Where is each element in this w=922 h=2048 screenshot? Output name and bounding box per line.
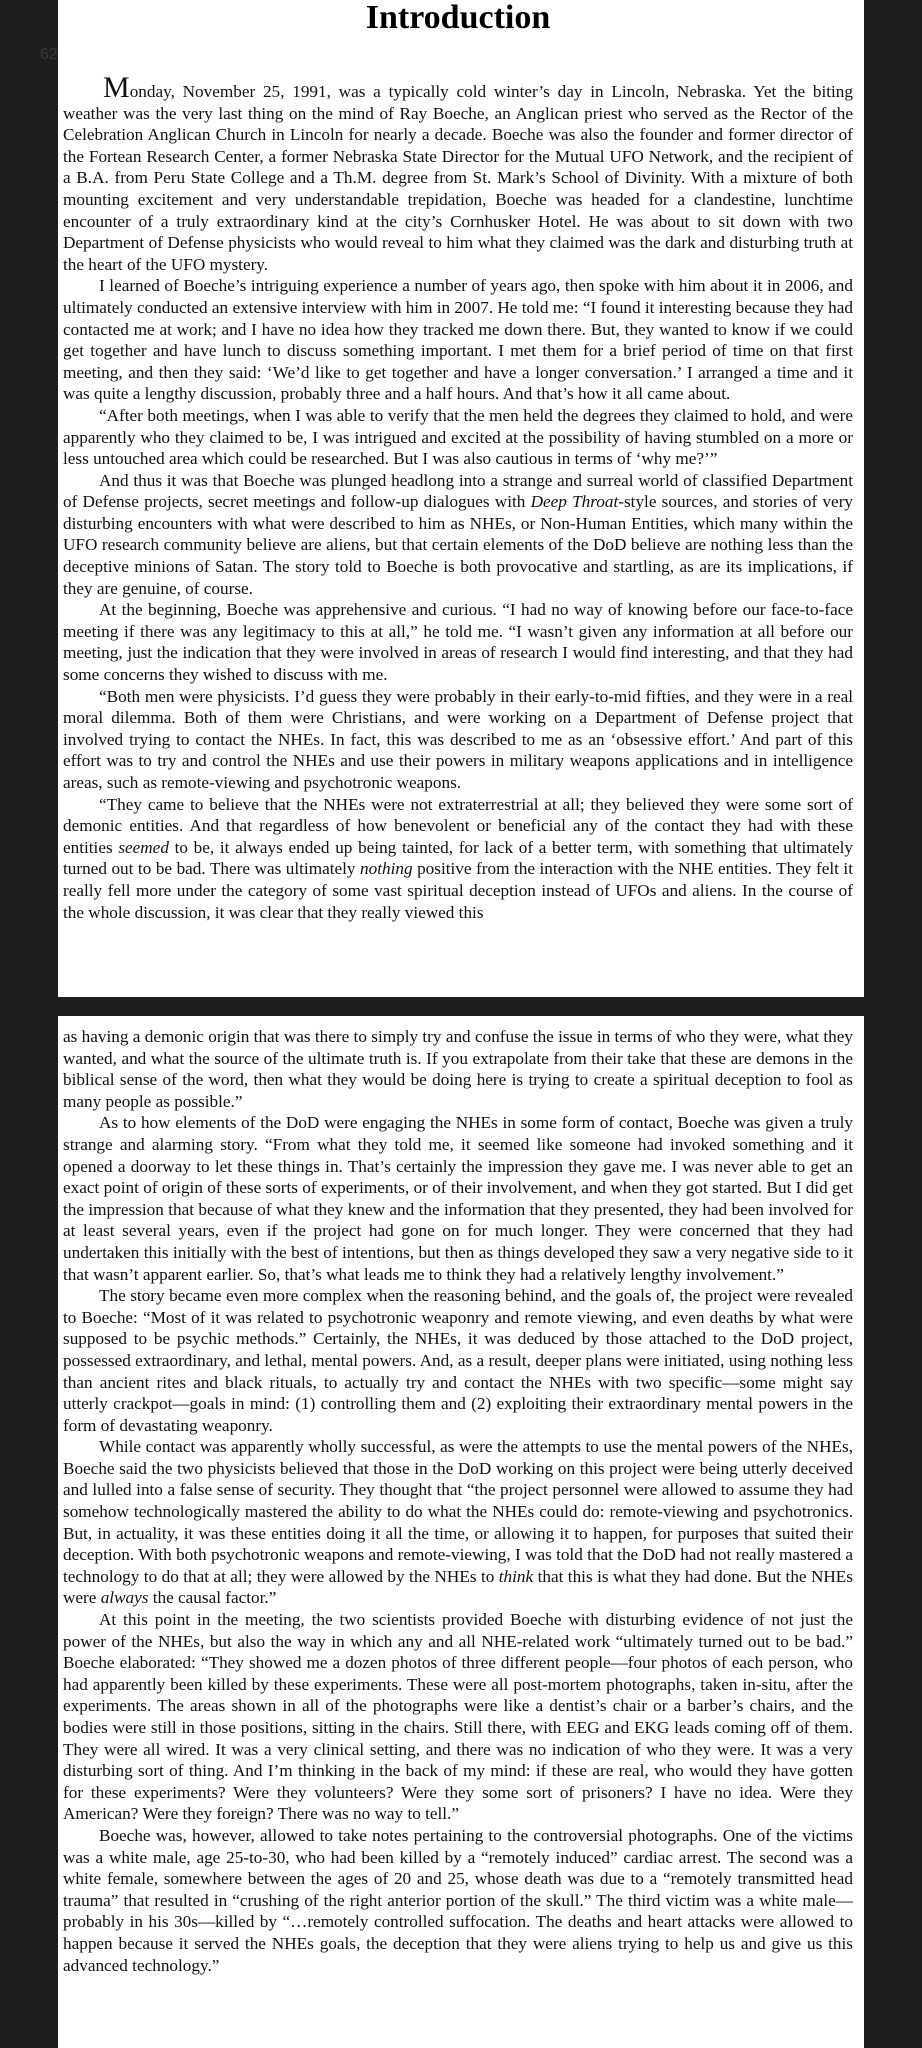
paragraph [63,794,853,924]
paragraph [63,1026,853,1112]
text-run: At the beginning, Boeche was apprehensive and curious. “I had no way of knowing before our face-to-face meeting if there was any legitimacy to this at all,” he told me. “I wasn’t given any information at all before our meeting, just the indication that they were involved in areas of research I would find interesting, and that they had some concerns they wished to discuss with me. [63,600,853,685]
text-run: The story became even more complex when the reasoning behind, and the goals of, the project were revealed to Boeche: “Most of it was related to psychotronic weaponry and remote viewing, and even deaths by what were supposed to be psychic methods.” Certainly, the NHEs, it was deduced by those attached to the DoD project, possessed extraordinary, and lethal, mental powers. And, as a result, deeper plans were initiated, using nothing less than ancient rites and black rituals, to actually try and contact the NHEs with two specific—some might say utterly crackpot—goals in mind: (1) controlling them and (2) exploiting their extraordinary mental powers in the form of devastating weaponry. [63,1286,853,1435]
paragraph [63,599,853,685]
paragraph [63,275,853,405]
page-2 [58,1016,864,2048]
text-run: At this point in the meeting, the two scientists provided Boeche with disturbing evidence of not just the power of the NHEs, but also the way in which any and all NHE-related work “ultimately turned out to be bad.” Boeche elaborated: “They showed me a dozen photos of three different people—four photos of each person, who had apparently been killed by these experiments. These were all post-mortem photographs, taken in-situ, after the experiments. The areas shown in all of the photographs were like a dentist’s chair or a barber’s chairs, and the bodies were still in those positions, sitting in the chairs. Still there, with EEG and EKG leads coming off of them. They were all wired. It was a very clinical setting, and there was no indication of who they were. It was a very disturbing sort of thing. And I’m thinking in the back of my mind: if these are real, who would they have gotten for these experiments? Were they volunteers? Were they some sort of prisoners? I have no idea. Were they American? Were they foreign? There was no way to tell.” [63,1610,853,1824]
text-run: “Both men were physicists. I’d guess they were probably in their early-to-mid fifties, and they were in a real moral dilemma. Both of them were Christians, and were working on a Department of Defense project that involved trying to contact the NHEs. In fact, this was described to me as an ‘obsessive effort.’ And part of this effort was to try and control the NHEs and use their powers in military weapons applications and in intelligence areas, such as remote-viewing and psychotronic weapons. [63,686,853,792]
italic-text: always [100,1588,149,1608]
page-1 [58,0,864,997]
text-run: positive from the interaction with the NHE entities. They felt it really fell more under the category of some vast spiritual deception instead of UFOs and aliens. In the course of the whole discussion, it was clear that they really viewed this [63,859,853,922]
italic-text: seemed [118,837,169,857]
text-run: Boeche was, however, allowed to take notes pertaining to the controversial photographs. One of the victims was a white male, age 25-to-30, who had been killed by a “remotely induced” cardiac arrest. The second was a white female, somewhere between the ages of 20 and 25, whose death was due to a “remotely transmitted head trauma” that resulted in “crushing of the right anterior portion of the skull.” The third victim was a white male—probably in his 30s—killed by “…remotely controlled suffocation. The deaths and heart attacks were allowed to happen because it served the NHEs goals, the deception that they were aliens trying to help us and give us this advanced technology.” [63,1825,853,1975]
paragraph [63,71,853,275]
text-run: that this is what they had done. But the NHEs were [63,1566,853,1608]
italic-text: think [498,1566,534,1586]
text-run: as having a demonic origin that was there to simply try and confuse the issue in terms of who they were, what they wanted, and what the source of the ultimate truth is. If you extrapolate from their take that these are demons in the biblical sense of the word, then what they would be doing here is trying to create a spiritual deception to fool as many people as possible.” [63,1027,853,1111]
chapter-title: Introduction [365,0,551,36]
italic-text: Deep Throat [530,492,619,512]
page-1-body [63,71,854,923]
paragraph [63,1825,853,1976]
text-run: And thus it was that Boeche was plunged headlong into a strange and surreal world of classified Department of Defense projects, secret meetings and follow-up dialogues with [63,470,853,512]
paragraph [63,1112,853,1285]
page-number: 62 [40,46,58,63]
text-run: -style sources, and stories of very disturbing encounters with what were described to him as NHEs, or Non-Human Entities, which many within the UFO research community believe are aliens, but that certain elements of the DoD believe are nothing less than the deceptive minions of Satan. The story told to Boeche is both provocative and startling, as are its implications, if they are genuine, of course. [63,492,854,598]
paragraph [63,1285,853,1436]
italic-text: nothing [360,859,413,879]
text-run: onday, November 25, 1991, was a typically cold winter’s day in Lincoln, Nebraska. Yet the biting weather was the very last thing on the mind of Ray Boeche, an Anglican priest who served as the Rector of the Celebration Anglican Church in Lincoln for nearly a decade. Boeche was also the founder and former director of the Fortean Research Center, a former Nebraska State Director for the Mutual UFO Network, and the recipient of a B.A. from Peru State College and a Th.M. degree from St. Mark’s School of Divinity. With a mixture of both mounting excitement and very understandable trepidation, Boeche was headed for a clandestine, lunchtime encounter of a truly extraordinary kind at the city’s Cornhusker Hotel. He was about to sit down with two Department of Defense physicists who would reveal to him what they claimed was the dark and disturbing truth at the heart of the UFO mystery. [63,82,853,274]
paragraph [63,470,853,600]
text-run: to be, it always ended up being tainted, for lack of a better term, with something that ultimately turned out to be bad. There was ultimately [63,837,853,879]
text-run: the causal factor.” [148,1588,277,1608]
text-run: As to how elements of the DoD were engaging the NHEs in some form of contact, Boeche was given a truly strange and alarming story. “From what they told me, it seemed like someone had invoked something and it opened a doorway to let these things in. That’s certainly the impression they gave me. I was never able to get an exact point of origin of these sorts of experiments, or of their involvement, and when they got started. But I did get the impression that because of what they knew and the information that they presented, they had been involved for at least several years, even if the project had gone on for much longer. They were concerned that they had undertaken this initially with the best of intentions, but then as things developed they saw a very negative side to it that wasn’t apparent earlier. So, that’s what leads me to think they had a relatively lengthy involvement.” [63,1113,853,1284]
text-run: “They came to believe that the NHEs were not extraterrestrial at all; they believed they were some sort of demonic entities. And that regardless of how benevolent or beneficial any of the contact they had with these entities [63,794,853,857]
initial-letter: M [103,71,130,104]
paragraph [63,1436,853,1609]
paragraph [63,1609,853,1825]
text-run: While contact was apparently wholly successful, as were the attempts to use the mental powers of the NHEs, Boeche said the two physicists believed that those in the DoD working on this project were being utterly deceived and lulled into a false sense of security. They thought that “the project personnel were allowed to assume they had somehow technologically mastered the ability to do what the NHEs could do: remote-viewing and psychotronics. But, in actuality, it was these entities doing it all the time, or allowing it to happen, for purposes that suited their deception. With both psychotronic weapons and remote-viewing, I was told that the DoD had not really mastered a technology to do that at all; they were allowed by the NHEs to [63,1437,853,1586]
text-run: I learned of Boeche’s intriguing experience a number of years ago, then spoke with him about it in 2006, and ultimately conducted an extensive interview with him in 2007. He told me: “I found it interesting because they had contacted me at work; and I have no idea how they tracked me down there. But, they wanted to know if we could get together and have lunch to discuss something important. I met them for a brief period of time on that first meeting, and then they said: ‘We’d like to get together and have a longer conversation.’ I arranged a time and it was quite a lengthy discussion, probably three and a half hours. And that’s how it all came about. [63,276,853,404]
text-run: “After both meetings, when I was able to verify that the men held the degrees they claimed to hold, and were apparently who they claimed to be, I was intrigued and excited at the possibility of having stumbled on a more or less untouched area which could be researched. But I was also cautious in terms of ‘why me?’” [63,405,853,469]
page-2-body [63,1026,853,1976]
paragraph [63,405,853,470]
paragraph [63,686,853,794]
